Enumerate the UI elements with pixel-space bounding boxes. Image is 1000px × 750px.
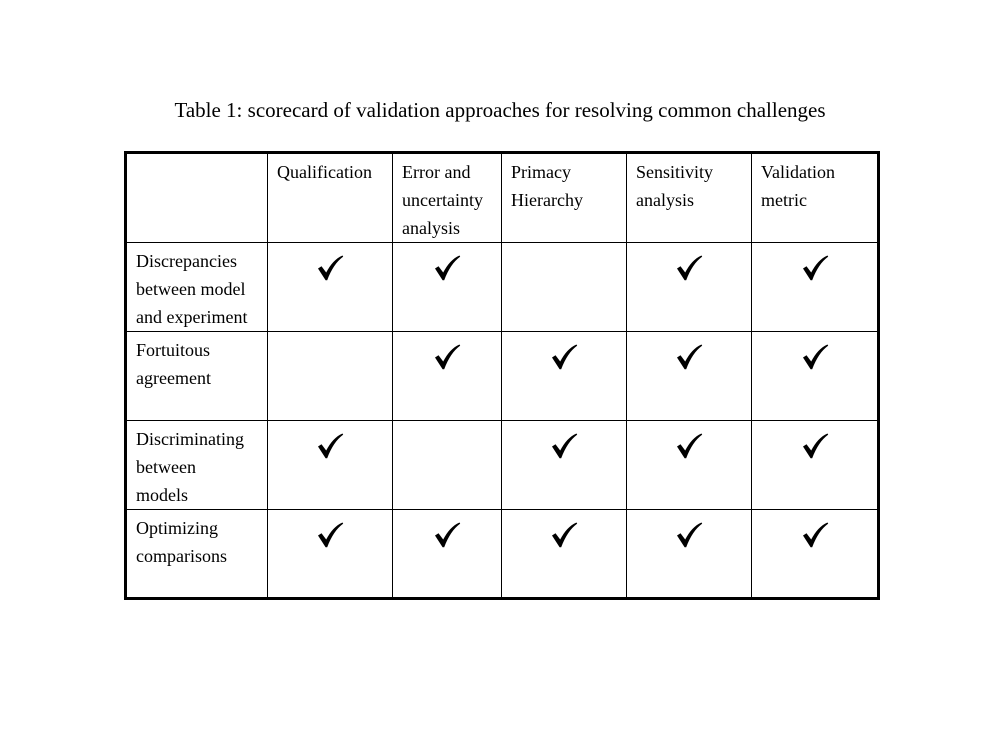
checkmark-icon (549, 342, 579, 372)
checkmark-icon (432, 342, 462, 372)
table-cell-error-uncertainty (393, 332, 502, 421)
checkmark-icon (674, 520, 704, 550)
checkmark-icon (674, 431, 704, 461)
checkmark-icon (432, 520, 462, 550)
table-cell-sensitivity-analysis (627, 243, 752, 332)
column-header-line: Qualification (277, 162, 372, 182)
row-label (126, 243, 268, 332)
row-label (126, 421, 268, 510)
table-cell-validation-metric (752, 421, 879, 510)
column-header-qualification (268, 153, 393, 243)
row-label-line: between model (136, 279, 246, 299)
checkmark-icon (549, 431, 579, 461)
row-label-line: Optimizing (136, 518, 218, 538)
row-label-line: between (136, 457, 196, 477)
column-header-sensitivity-analysis (627, 153, 752, 243)
table-row (126, 243, 879, 332)
row-label-line: Discrepancies (136, 251, 237, 271)
table-header-row (126, 153, 879, 243)
table-cell-error-uncertainty (393, 243, 502, 332)
column-header-line: Hierarchy (511, 190, 583, 210)
table-cell-primacy-hierarchy (502, 332, 627, 421)
column-header-line: metric (761, 190, 807, 210)
row-label-line: Discriminating (136, 429, 244, 449)
row-label (126, 332, 268, 421)
checkmark-icon (800, 342, 830, 372)
table-cell-qualification (268, 510, 393, 599)
table-cell-validation-metric (752, 332, 879, 421)
table-row (126, 510, 879, 599)
table-cell-error-uncertainty (393, 510, 502, 599)
row-label (126, 510, 268, 599)
checkmark-icon (315, 520, 345, 550)
row-label-line: agreement (136, 368, 211, 388)
table-cell-validation-metric (752, 243, 879, 332)
column-header-validation-metric (752, 153, 879, 243)
table-cell-sensitivity-analysis (627, 510, 752, 599)
row-label-line: and experiment (136, 307, 248, 327)
row-label-line: models (136, 485, 188, 505)
table-cell-validation-metric (752, 510, 879, 599)
scorecard-table (124, 151, 880, 600)
row-label-line: Fortuitous (136, 340, 211, 360)
table-row (126, 421, 879, 510)
column-header-line: analysis (636, 190, 694, 210)
column-header-error-uncertainty (393, 153, 502, 243)
checkmark-icon (315, 431, 345, 461)
checkmark-icon (315, 253, 345, 283)
column-header-corner (126, 153, 268, 243)
table-cell-primacy-hierarchy (502, 421, 627, 510)
column-header-line: Primacy (511, 162, 571, 182)
checkmark-icon (432, 253, 462, 283)
table-caption: Table 1: scorecard of validation approaches for resolving common challenges (174, 98, 826, 122)
checkmark-icon (800, 431, 830, 461)
table-row (126, 332, 879, 421)
table-cell-primacy-hierarchy (502, 243, 627, 332)
column-header-line: Error and (402, 162, 471, 182)
table-cell-sensitivity-analysis (627, 332, 752, 421)
table-cell-primacy-hierarchy (502, 510, 627, 599)
column-header-primacy-hierarchy (502, 153, 627, 243)
column-header-line: analysis (402, 218, 460, 238)
column-header-line: uncertainty (402, 190, 483, 210)
table-cell-qualification (268, 421, 393, 510)
checkmark-icon (549, 520, 579, 550)
row-label-line: comparisons (136, 546, 227, 566)
column-header-line: Validation (761, 162, 835, 182)
column-header-line: Sensitivity (636, 162, 714, 182)
checkmark-icon (674, 253, 704, 283)
table-cell-qualification (268, 332, 393, 421)
checkmark-icon (674, 342, 704, 372)
table-cell-qualification (268, 243, 393, 332)
checkmark-icon (800, 253, 830, 283)
checkmark-icon (800, 520, 830, 550)
table-body (126, 243, 879, 599)
table-cell-error-uncertainty (393, 421, 502, 510)
table-cell-sensitivity-analysis (627, 421, 752, 510)
